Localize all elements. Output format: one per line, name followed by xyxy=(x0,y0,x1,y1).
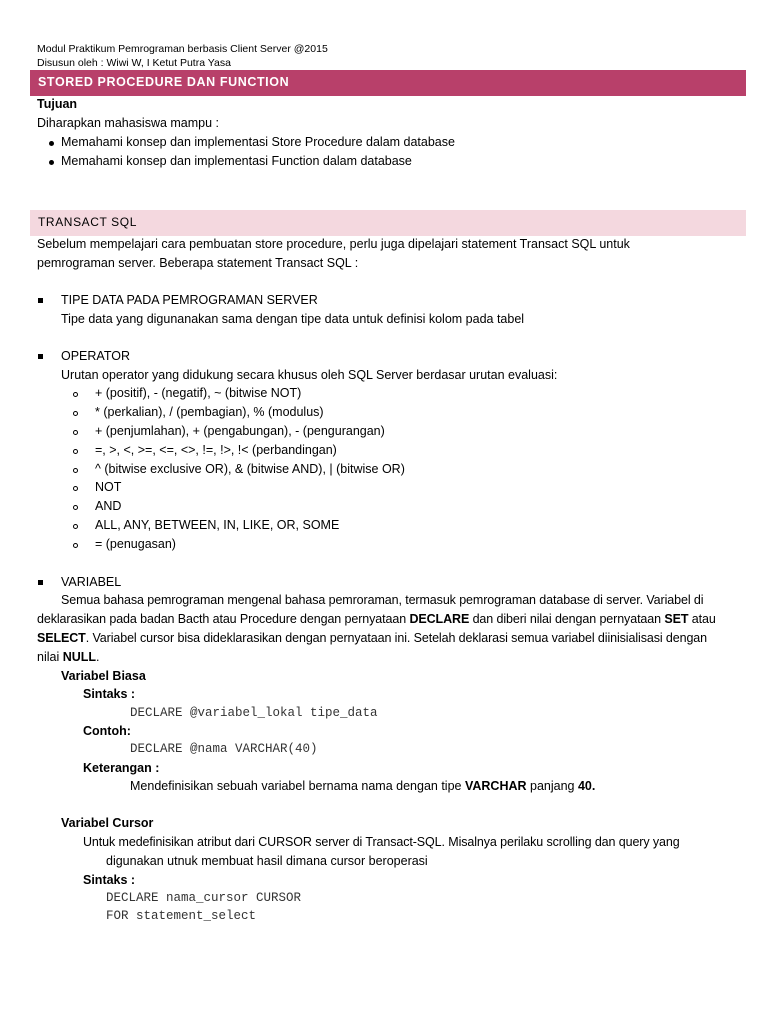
variabel-cursor-heading: Variabel Cursor xyxy=(61,816,154,830)
circle-bullet-icon xyxy=(73,486,78,491)
operator-item: ^ (bitwise exclusive OR), & (bitwise AND), | (bitwise OR) xyxy=(95,462,405,476)
tujuan-heading: Tujuan xyxy=(37,97,78,111)
operator-text: Urutan operator yang didukung secara khusus oleh SQL Server berdasar urutan evaluasi: xyxy=(61,368,558,382)
contoh-label: Contoh: xyxy=(83,724,131,738)
code-line: DECLARE @variabel_lokal tipe_data xyxy=(130,706,378,720)
operator-item: ALL, ANY, BETWEEN, IN, LIKE, OR, SOME xyxy=(95,518,340,532)
keterangan-text: Mendefinisikan sebuah variabel bernama nama dengan tipe VARCHAR panjang 40. xyxy=(130,779,596,793)
square-bullet-icon xyxy=(38,298,43,303)
circle-bullet-icon xyxy=(73,449,78,454)
paragraph-line: pemrograman server. Beberapa statement Transact SQL : xyxy=(37,256,359,270)
circle-bullet-icon xyxy=(73,392,78,397)
bullet-icon xyxy=(49,160,54,165)
tujuan-intro: Diharapkan mahasiswa mampu : xyxy=(37,116,220,130)
code-line: DECLARE @nama VARCHAR(40) xyxy=(130,742,318,756)
code-line: FOR statement_select xyxy=(106,909,257,923)
operator-item: NOT xyxy=(95,480,122,494)
paragraph-line: digunakan utnuk membuat hasil dimana cursor beroperasi xyxy=(106,854,428,868)
operator-item: = (penugasan) xyxy=(95,537,176,551)
section-heading-band xyxy=(30,70,746,96)
sintaks-label: Sintaks : xyxy=(83,687,136,701)
circle-bullet-icon xyxy=(73,505,78,510)
paragraph-line: Sebelum mempelajari cara pembuatan store procedure, perlu juga dipelajari statement Transact SQL untuk xyxy=(37,237,630,251)
circle-bullet-icon xyxy=(73,411,78,416)
keterangan-label: Keterangan : xyxy=(83,761,160,775)
paragraph-line: deklarasikan pada badan Bacth atau Procedure dengan pernyataan DECLARE dan diberi nilai dengan pernyataan SET atau xyxy=(37,612,716,626)
objective-item: Memahami konsep dan implementasi Store Procedure dalam database xyxy=(61,135,455,149)
square-bullet-icon xyxy=(38,580,43,585)
operator-item: + (penjumlahan), + (pengabungan), - (pengurangan) xyxy=(95,424,385,438)
paragraph-line: nilai NULL. xyxy=(37,650,100,664)
module-header: Modul Praktikum Pemrograman berbasis Client Server @2015 xyxy=(37,43,328,55)
author-line: Disusun oleh : Wiwi W, I Ketut Putra Yasa xyxy=(37,57,231,69)
variabel-biasa-heading: Variabel Biasa xyxy=(61,669,146,683)
circle-bullet-icon xyxy=(73,430,78,435)
operator-heading: OPERATOR xyxy=(61,349,130,363)
circle-bullet-icon xyxy=(73,524,78,529)
operator-item: =, >, <, >=, <=, <>, !=, !>, !< (perbandingan) xyxy=(95,443,337,457)
tipe-data-text: Tipe data yang digunanakan sama dengan tipe data untuk definisi kolom pada tabel xyxy=(61,312,525,326)
square-bullet-icon xyxy=(38,354,43,359)
objective-item: Memahami konsep dan implementasi Function dalam database xyxy=(61,154,412,168)
variabel-heading: VARIABEL xyxy=(61,575,122,589)
circle-bullet-icon xyxy=(73,543,78,548)
operator-item: * (perkalian), / (pembagian), % (modulus) xyxy=(95,405,324,419)
tipe-data-heading: TIPE DATA PADA PEMROGRAMAN SERVER xyxy=(61,293,318,307)
operator-item: AND xyxy=(95,499,122,513)
operator-item: + (positif), - (negatif), ~ (bitwise NOT) xyxy=(95,386,302,400)
subsection-heading-band xyxy=(30,210,746,236)
subsection-title: TRANSACT SQL xyxy=(38,215,137,229)
paragraph-line: Untuk medefinisikan atribut dari CURSOR server di Transact-SQL. Misalnya perilaku scrolling dan query yang xyxy=(83,835,680,849)
circle-bullet-icon xyxy=(73,468,78,473)
paragraph-line: Semua bahasa pemrograman mengenal bahasa pemroraman, termasuk pemrograman database di server. Variabel di xyxy=(61,593,704,607)
code-line: DECLARE nama_cursor CURSOR xyxy=(106,891,302,905)
paragraph-line: SELECT. Variabel cursor bisa dideklarasikan dengan pernyataan ini. Setelah deklarasi semua variabel diinisialisasi dengan xyxy=(37,631,708,645)
sintaks-label: Sintaks : xyxy=(83,873,136,887)
section-title: STORED PROCEDURE DAN FUNCTION xyxy=(38,75,290,89)
bullet-icon xyxy=(49,141,54,146)
